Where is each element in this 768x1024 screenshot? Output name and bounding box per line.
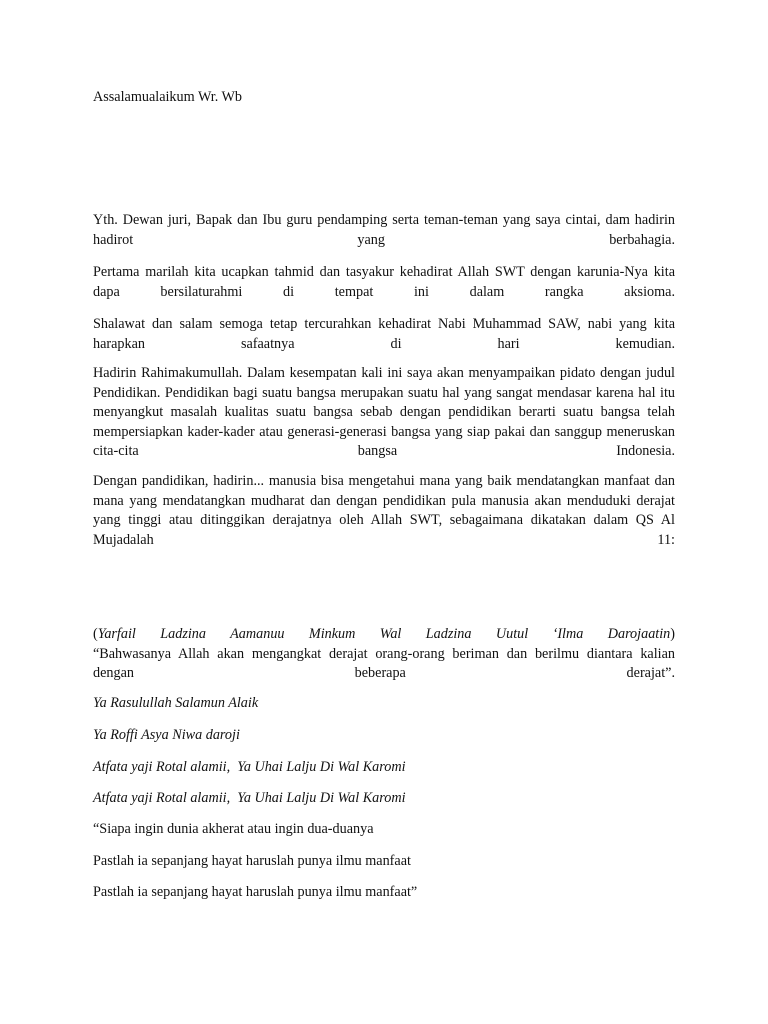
- greeting: Assalamualaikum Wr. Wb: [93, 89, 243, 105]
- song-line-6: Pastlah ia sepanjang hayat haruslah punya ilmu manfaat: [93, 853, 411, 869]
- song-line-2: Ya Roffi Asya Niwa daroji: [93, 727, 240, 743]
- verse-transliteration-line: [93, 625, 675, 645]
- paragraph-topic: Hadirin Rahimakumullah. Dalam kesempatan kali ini saya akan menyampaikan pidato dengan judul Pendidikan. Pendidikan bagi suatu bangsa merupakan suatu hal yang sangat mendasar karena hal itu menyangkut masalah kualitas suatu bangsa sebab dengan pendidikan berarti suatu bangsa telah mempersiapkan kader-kader atau generasi-generasi bangsa yang siap pakai dan sanggup meneruskan cita-cita bangsa Indonesia.: [93, 365, 675, 459]
- paragraph-education-benefit: Dengan pandidikan, hadirin... manusia bisa mengetahui mana yang baik mendatangkan manfaat dan mana yang mendatangkan mudharat dan dengan pendidikan pula manusia akan menduduki derajat yang tinggi atau ditinggikan derajatnya oleh Allah SWT, sebagaimana dikatakan dalam QS Al Mujadalah 11:: [93, 473, 675, 548]
- verse-open-paren: (: [93, 626, 98, 642]
- song-line-5: “Siapa ingin dunia akherat atau ingin dua-duanya: [93, 821, 374, 837]
- verse-translation: “Bahwasanya Allah akan mengangkat derajat orang-orang beriman dan berilmu diantara kalian dengan beberapa derajat”.: [93, 645, 675, 681]
- song-line-7: Pastlah ia sepanjang hayat haruslah punya ilmu manfaat”: [93, 884, 418, 900]
- verse-close-paren: ): [670, 626, 675, 642]
- song-line-3: Atfata yaji Rotal alamii, Ya Uhai Lalju Di Wal Karomi: [93, 759, 406, 775]
- verse-block: [93, 625, 675, 703]
- paragraph-opening-address: Yth. Dewan juri, Bapak dan Ibu guru pendamping serta teman-teman yang saya cintai, dam hadirin hadirot yang berbahagia.: [93, 212, 675, 248]
- song-line-4: Atfata yaji Rotal alamii, Ya Uhai Lalju Di Wal Karomi: [93, 790, 406, 806]
- paragraph-tahmid: Pertama marilah kita ucapkan tahmid dan tasyakur kehadirat Allah SWT dengan karunia-Nya kita dapa bersilaturahmi di tempat ini dalam rangka aksioma.: [93, 264, 675, 300]
- verse-transliteration: Yarfail Ladzina Aamanuu Minkum Wal Ladzina Uutul ‘Ilma Darojaatin: [97, 626, 671, 642]
- paragraph-shalawat: Shalawat dan salam semoga tetap tercurahkan kehadirat Nabi Muhammad SAW, nabi yang kita harapkan safaatnya di hari kemudian.: [93, 316, 675, 352]
- song-line-1: Ya Rasulullah Salamun Alaik: [93, 695, 259, 711]
